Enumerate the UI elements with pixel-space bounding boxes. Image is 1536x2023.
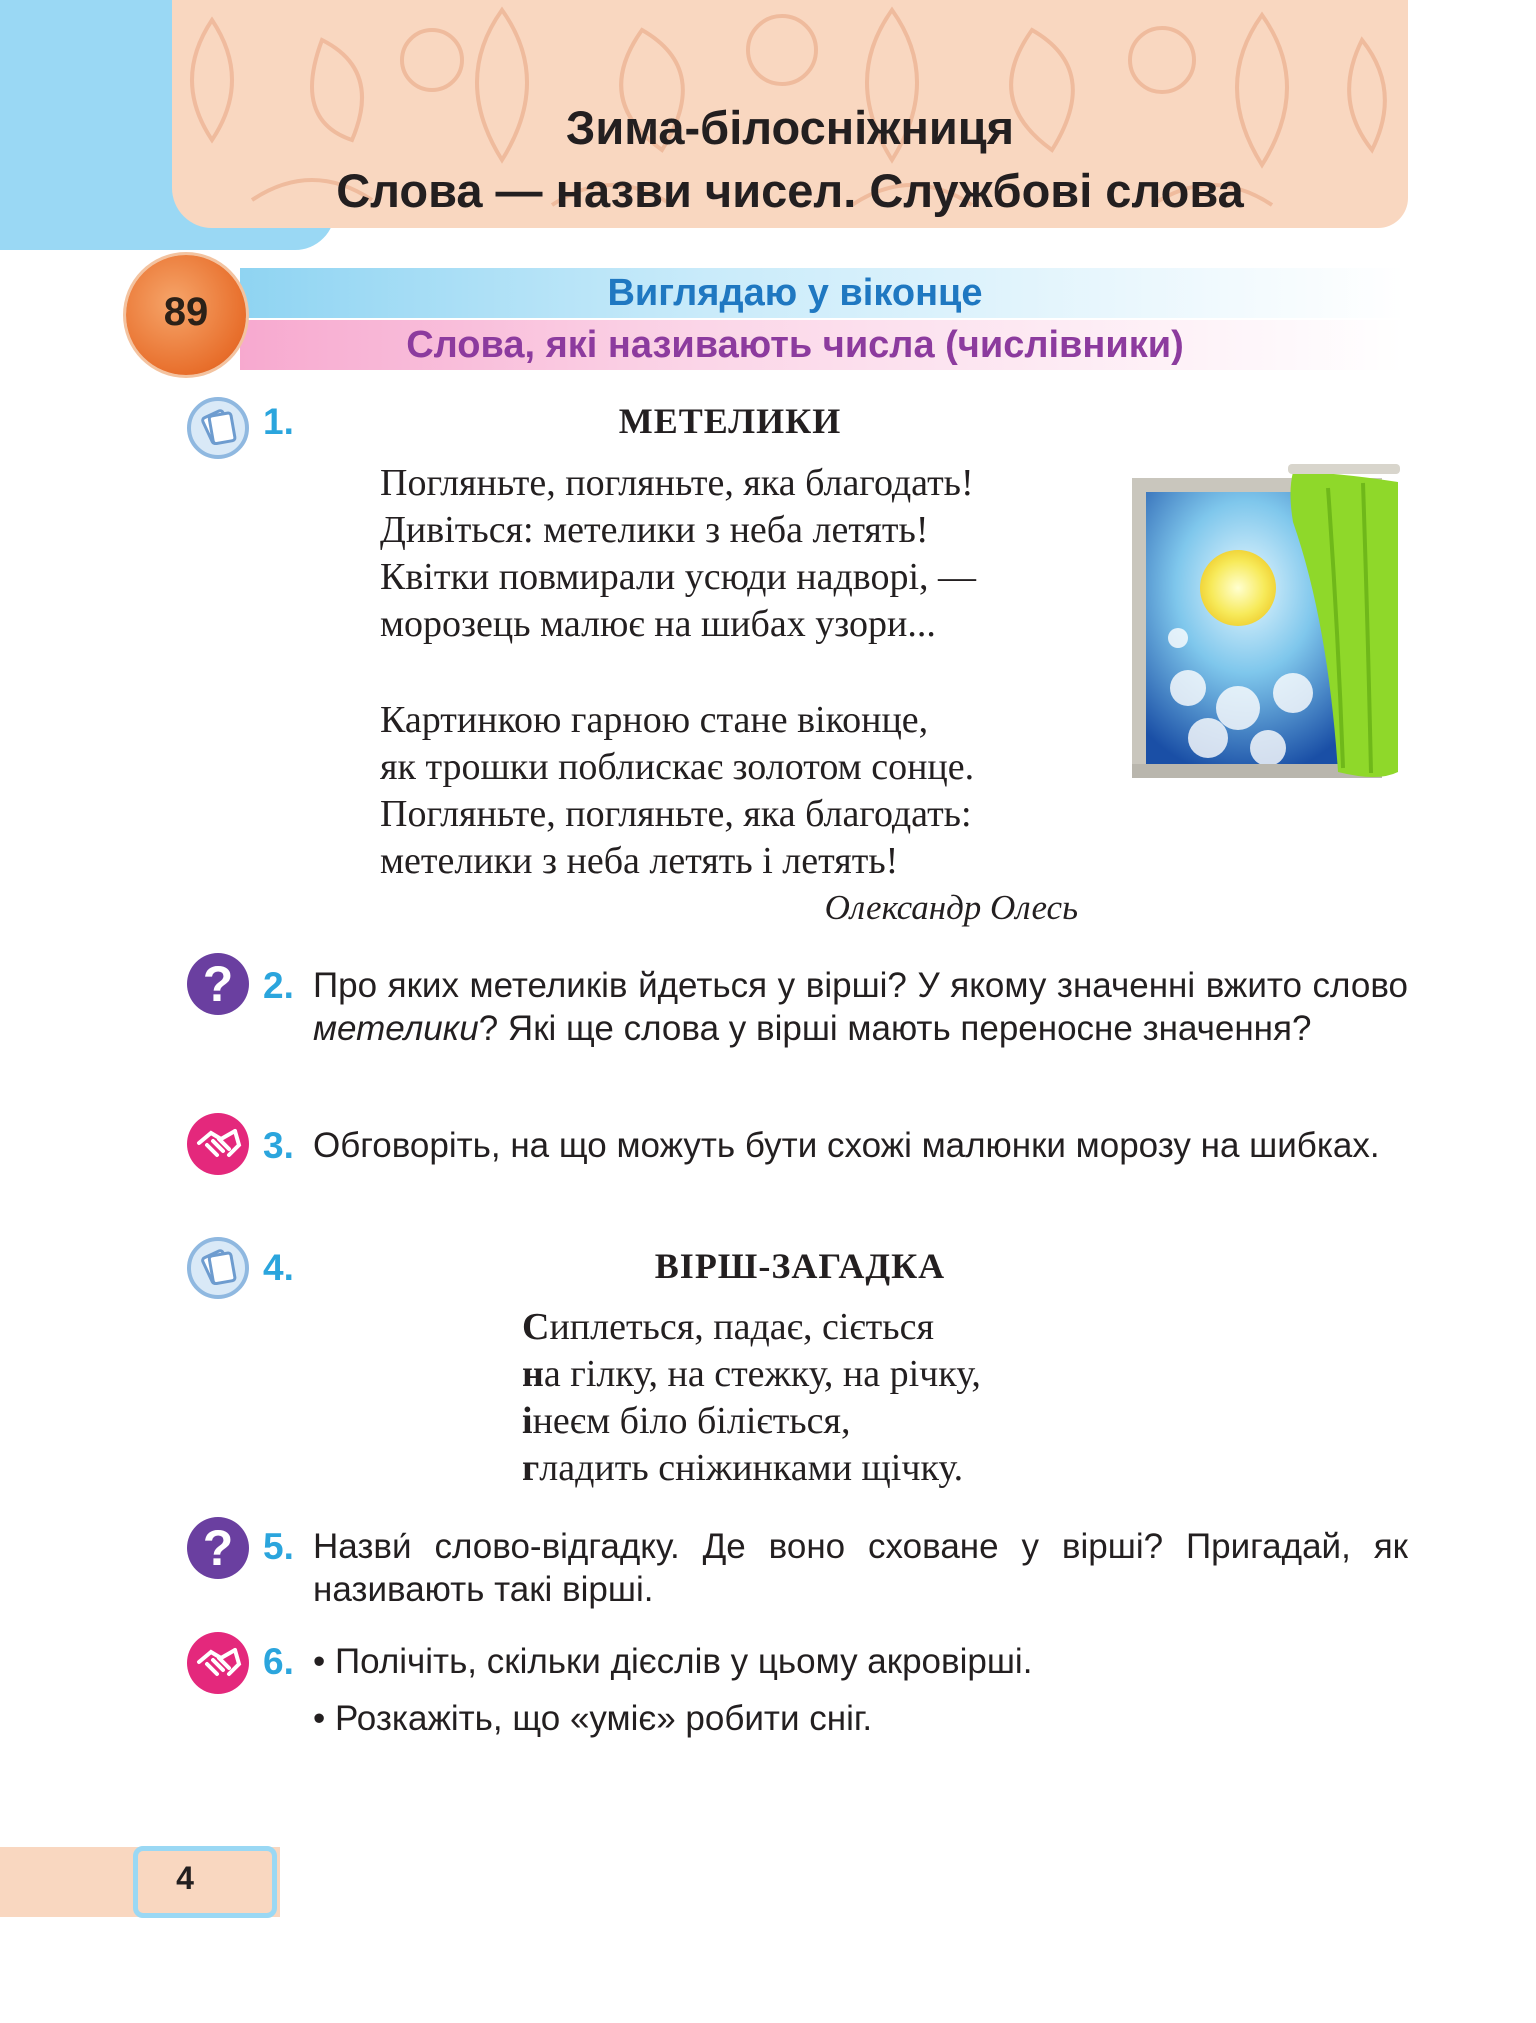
task-2-text-before: Про яких метеликів йдеться у вірші? У якому значенні вжито слово — [313, 966, 1408, 1005]
question-icon: ? — [187, 953, 249, 1015]
acrostic-line-1 — [522, 1304, 981, 1351]
acrostic-poem — [522, 1304, 981, 1492]
task-6-bullet-1: • Полічіть, скільки дієслів у цьому акровірші. — [313, 1642, 1033, 1681]
task-3-text: Обговоріть, на що можуть бути схожі малюнки морозу на шибках. — [313, 1126, 1380, 1165]
acrostic-letter-4: г — [522, 1447, 540, 1489]
task-2-text — [313, 964, 1408, 1050]
acrostic-rest-2: а гілку, на стежку, на річку, — [543, 1353, 981, 1395]
task-5-number: 5. — [263, 1526, 294, 1567]
acrostic-rest-4: ладить сніжинками щічку. — [539, 1447, 964, 1489]
task-1-number: 1. — [263, 401, 294, 442]
lesson-subtitle-1: Виглядаю у віконце — [607, 272, 983, 314]
poem-title-metelyky: МЕТЕЛИКИ — [618, 401, 842, 441]
handshake-icon — [187, 1113, 249, 1175]
task-2-number: 2. — [263, 965, 294, 1006]
title-line-2: Слова — назви чисел. Службові слова — [336, 164, 1244, 217]
task-5-text: Назви́ слово-відгадку. Де воно сховане у вірші? Пригадай, як називають такі вірші. — [313, 1527, 1408, 1609]
page-number: 4 — [176, 1860, 194, 1896]
title-line-1: Зима-білосніжниця — [565, 101, 1015, 154]
task-2-text-after: ? Які ще слова у вірші мають переносне значення? — [478, 1009, 1312, 1048]
acrostic-letter-1: С — [522, 1306, 550, 1348]
acrostic-rest-1: иплеться, падає, сіється — [549, 1306, 934, 1348]
acrostic-letter-3: і — [522, 1400, 533, 1442]
acrostic-line-4 — [522, 1445, 981, 1492]
poem-title-virsh-zahadka: ВІРШ-ЗАГАДКА — [654, 1246, 946, 1286]
task-4-number: 4. — [263, 1247, 294, 1288]
task-6-number: 6. — [263, 1641, 294, 1682]
page-title — [172, 96, 1408, 222]
lesson-number: 89 — [163, 290, 209, 334]
task-2-text-italic: метелики — [313, 1009, 479, 1048]
poem-stanza-1: Погляньте, погляньте, яка благодать! Дивіться: метелики з неба летять! Квітки повмирали усюди надворі, — морозець малює на шибах узори... — [380, 462, 977, 645]
lesson-subtitle-2: Слова, які називають числа (числівники) — [406, 324, 1184, 366]
acrostic-line-3 — [522, 1398, 981, 1445]
acrostic-letter-2: н — [522, 1353, 544, 1395]
poem-stanza-2: Картинкою гарною стане віконце, як трошки поблискає золотом сонце. Погляньте, погляньте, яка благодать: метелики з неба летять і летять! — [380, 699, 975, 882]
poem-author: Олександр Олесь — [824, 888, 1078, 927]
acrostic-line-2 — [522, 1351, 981, 1398]
handshake-icon — [187, 1632, 249, 1694]
task-3-number: 3. — [263, 1125, 294, 1166]
acrostic-rest-3: неєм біло біліється, — [532, 1400, 851, 1442]
question-icon: ? — [187, 1517, 249, 1579]
window-illustration — [1128, 458, 1403, 788]
task-6-bullet-2: • Розкажіть, що «уміє» робити сніг. — [313, 1699, 873, 1738]
book-icon — [187, 1237, 249, 1299]
book-icon — [187, 397, 249, 459]
